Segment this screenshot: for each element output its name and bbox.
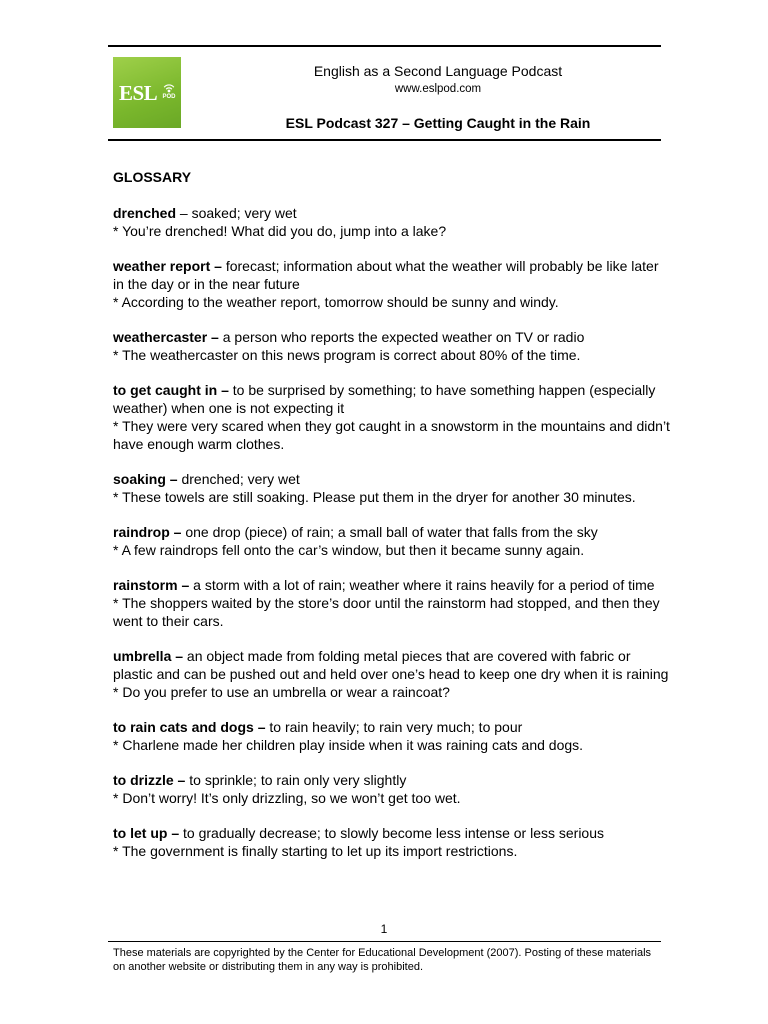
glossary-term: to rain cats and dogs – [113,719,266,735]
glossary-definition: a storm with a lot of rain; weather where it rains heavily for a period of time [193,577,655,593]
glossary-example: * The weathercaster on this news program is correct about 80% of the time. [113,347,581,363]
glossary-definition: a person who reports the expected weather on TV or radio [222,329,585,345]
glossary-example: * The government is finally starting to let up its import restrictions. [113,843,518,859]
glossary-example: * Don’t worry! It’s only drizzling, so we won’t get too wet. [113,790,461,806]
entry-definition-line [113,257,673,293]
glossary-definition: to be surprised by something; to have something happen (especially weather) when one is not expecting it [113,382,656,416]
glossary-example: * These towels are still soaking. Please put them in the dryer for another 30 minutes. [113,489,636,505]
site-url: www.eslpod.com [394,83,482,95]
glossary-term: to get caught in – [113,382,229,398]
entry-definition-line [113,523,673,541]
glossary-example: * They were very scared when they got caught in a snowstorm in the mountains and didn’t have enough warm clothes. [113,418,670,452]
glossary-example: * A few raindrops fell onto the car’s window, but then it became sunny again. [113,542,585,558]
glossary-entry [113,771,673,807]
glossary-definition: an object made from folding metal pieces that are covered with fabric or plastic and can be pushed out and held over one’s head to keep one dry when it is raining [113,648,669,682]
glossary-entry [113,824,673,860]
footer-rule [108,941,661,942]
glossary-entry [113,328,673,364]
entry-definition-line [113,381,673,417]
glossary-example: * You’re drenched! What did you do, jump into a lake? [113,223,447,239]
entry-definition-line [113,647,673,683]
entry-definition-line [113,470,673,488]
glossary-definition: to sprinkle; to rain only very slightly [189,772,407,788]
glossary-example: * According to the weather report, tomorrow should be sunny and windy. [113,294,559,310]
glossary-definition: to rain heavily; to rain very much; to pour [269,719,523,735]
glossary-term: soaking – [113,471,178,487]
glossary-example: * The shoppers waited by the store’s door until the rainstorm had stopped, and then they went to their cars. [113,595,660,629]
glossary-example: * Charlene made her children play inside when it was raining cats and dogs. [113,737,584,753]
glossary-entry [113,647,673,701]
glossary-section [113,168,673,877]
term-separator: – [176,205,192,221]
glossary-entry [113,576,673,630]
entry-definition-line [113,771,673,789]
copyright-notice: These materials are copyrighted by the Center for Educational Development (2007). Posting of these materials on another website or distributing them in any way is prohibited. [113,947,652,973]
logo-sub-text: POD [162,94,176,100]
glossary-term: drenched [113,205,177,221]
glossary-entry [113,204,673,240]
glossary-entry [113,470,673,506]
glossary-definition: drenched; very wet [181,471,300,487]
glossary-term: to let up – [113,825,180,841]
site-title: English as a Second Language Podcast [313,63,563,79]
header-top-rule [108,45,661,47]
logo-text: ESL [119,81,158,105]
glossary-term: to drizzle – [113,772,186,788]
header-bottom-rule [108,139,661,141]
glossary-list [113,204,673,860]
entry-definition-line [113,328,673,346]
glossary-definition: forecast; information about what the weather will probably be like later in the day or in the near future [113,258,659,292]
glossary-example: * Do you prefer to use an umbrella or wear a raincoat? [113,684,450,700]
glossary-entry [113,523,673,559]
entry-definition-line [113,576,673,594]
podcast-badge-icon [162,83,176,102]
entry-definition-line [113,824,673,842]
glossary-term: rainstorm – [113,577,190,593]
glossary-definition: one drop (piece) of rain; a small ball of water that falls from the sky [185,524,598,540]
glossary-entry [113,257,673,311]
glossary-term: raindrop – [113,524,182,540]
episode-title: ESL Podcast 327 – Getting Caught in the Rain [285,115,591,131]
eslpod-logo [113,57,181,128]
glossary-definition: to gradually decrease; to slowly become less intense or less serious [183,825,604,841]
glossary-term: umbrella – [113,648,184,664]
entry-definition-line [113,718,673,736]
glossary-definition: soaked; very wet [191,205,297,221]
glossary-entry [113,381,673,453]
entry-definition-line [113,204,673,222]
glossary-term: weathercaster – [113,329,219,345]
glossary-term: weather report – [113,258,222,274]
glossary-heading: GLOSSARY [113,169,192,185]
glossary-entry [113,718,673,754]
page-number: 1 [380,922,388,936]
